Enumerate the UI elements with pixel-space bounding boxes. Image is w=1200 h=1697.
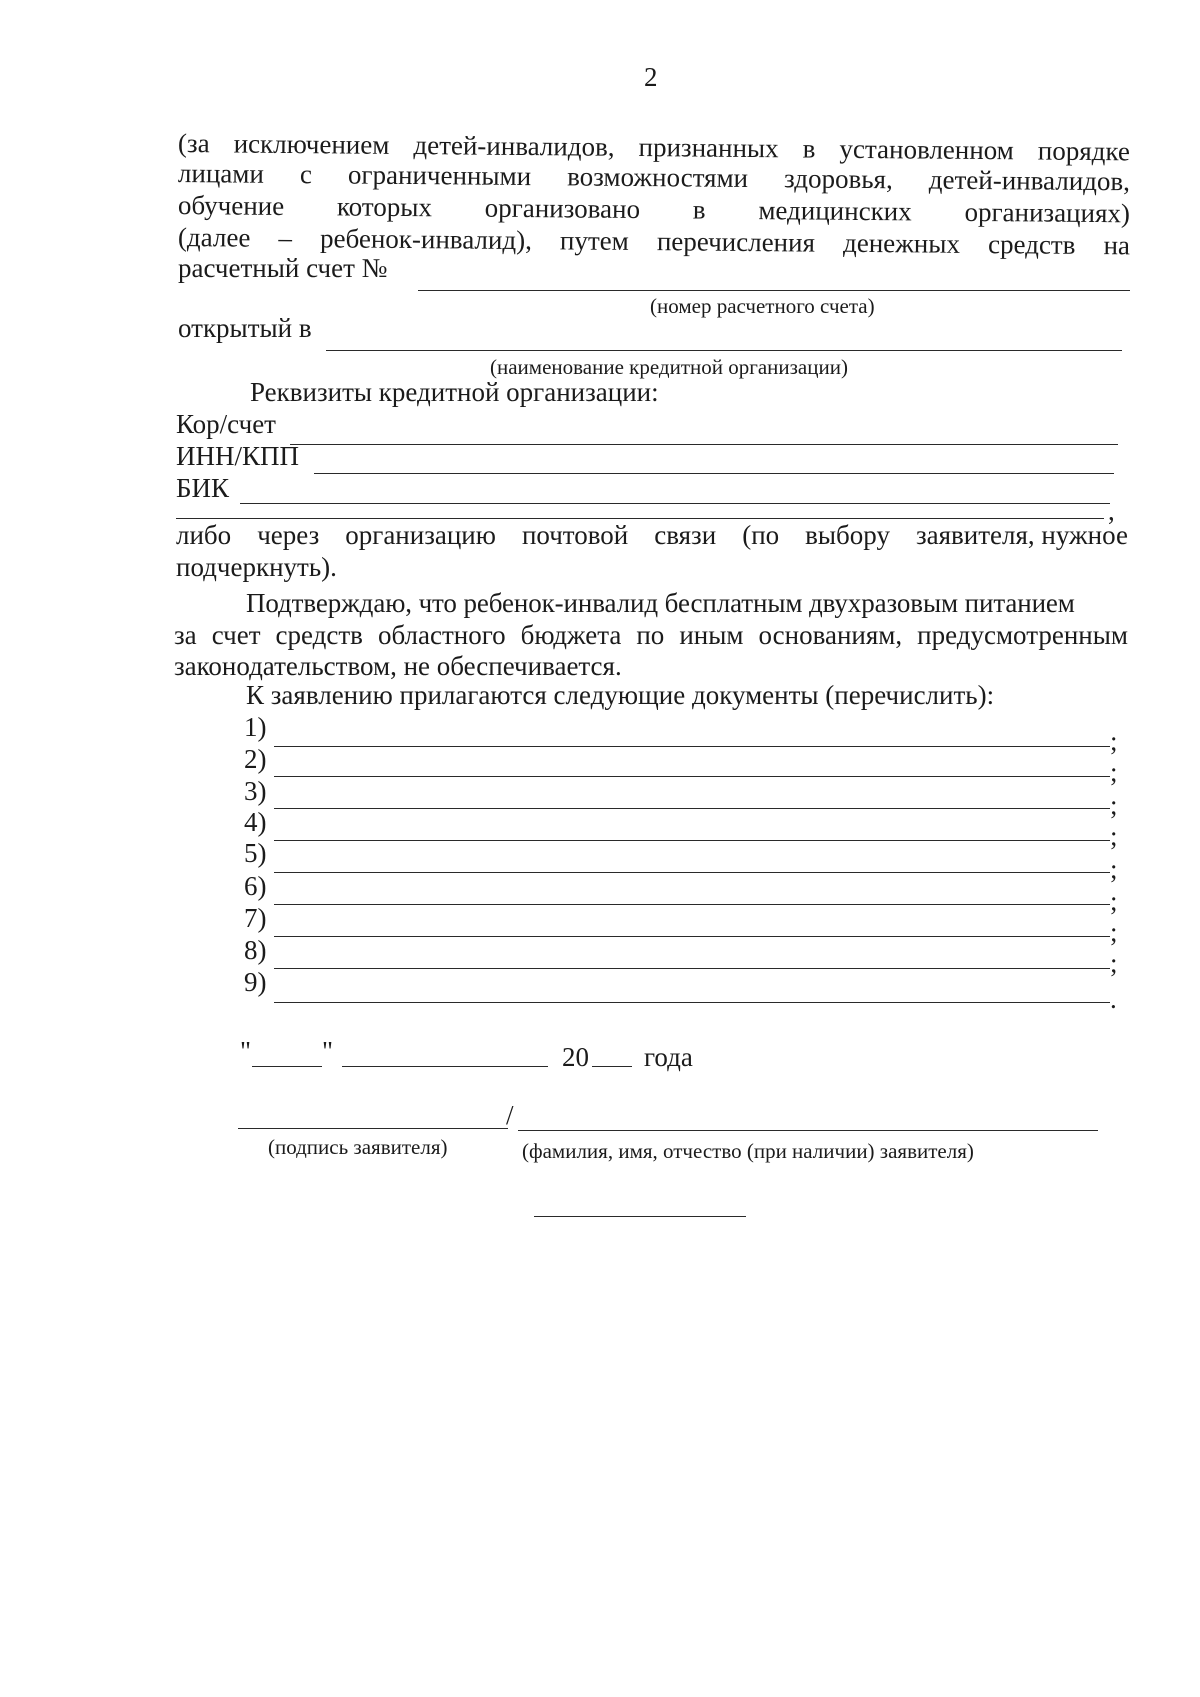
para1-line2-a: лицами	[177, 158, 265, 189]
para1-line3-c: организовано	[484, 192, 641, 225]
post-option-w4: почтовой	[521, 520, 629, 550]
confirm-line2-a: за	[174, 620, 197, 650]
attachment-field[interactable]	[274, 872, 1110, 873]
attachment-number: 5)	[244, 838, 267, 868]
attachment-field[interactable]	[274, 968, 1110, 969]
post-option-w8: заявителя, нужное	[915, 520, 1128, 550]
para1-line4-e: перечисления	[656, 226, 816, 258]
para1-line4-g: средств	[987, 229, 1076, 260]
post-option-w2: через	[257, 520, 320, 550]
attachment-number: 6)	[244, 871, 267, 901]
full-name-caption: (фамилия, имя, отчество (при наличии) заявителя)	[522, 1139, 974, 1163]
attachment-separator: ;	[1110, 854, 1118, 884]
para1-line4-a: (далее	[177, 222, 251, 253]
date-open-quote: "	[240, 1036, 252, 1066]
para1-line4-f: денежных	[842, 227, 961, 259]
post-option-w1: либо	[176, 520, 232, 550]
date-year-word: года	[644, 1042, 693, 1072]
confirm-line2-g: иным	[679, 620, 744, 650]
attachment-field[interactable]	[274, 808, 1110, 809]
para1-line3-b: которых	[336, 191, 433, 223]
confirm-line3: законодательством, не обеспечивается.	[174, 651, 622, 681]
para1-line3-f: организациях)	[964, 196, 1131, 229]
para1-line1-f: установленном	[839, 133, 1014, 166]
attachment-separator: ;	[1110, 726, 1118, 756]
signature-field[interactable]	[238, 1128, 508, 1129]
attachment-field[interactable]	[274, 936, 1110, 937]
date-day-field[interactable]	[252, 1066, 322, 1067]
confirm-line2-i: предусмотренным	[917, 620, 1128, 650]
para1-line2-e: здоровья,	[784, 163, 893, 195]
attachment-field[interactable]	[274, 904, 1110, 905]
para1-line2-f: детей-инвалидов,	[928, 164, 1131, 197]
date-century: 20	[562, 1042, 589, 1072]
date-month-field[interactable]	[342, 1066, 548, 1067]
attachment-number: 4)	[244, 807, 267, 837]
attachment-separator: ;	[1110, 886, 1118, 916]
attachment-field[interactable]	[274, 746, 1110, 747]
cor-account-label: Кор/счет	[176, 409, 276, 439]
attachment-number: 3)	[244, 776, 267, 806]
account-number-field[interactable]	[418, 290, 1130, 291]
post-option-line1	[176, 520, 1128, 550]
confirm-line2	[174, 620, 1128, 650]
para1-line2-c: ограниченными	[347, 159, 532, 192]
opened-in-label: открытый в	[178, 313, 312, 343]
bik-comma: ,	[1108, 496, 1115, 526]
post-option-w5: связи	[654, 520, 717, 550]
account-number-caption: (номер расчетного счета)	[650, 294, 875, 318]
para1-line4-d: путем	[559, 225, 629, 256]
attachment-number: 2)	[244, 744, 267, 774]
attachment-number: 7)	[244, 903, 267, 933]
bik-field[interactable]	[240, 503, 1110, 504]
para1-line4-b: –	[278, 222, 293, 253]
account-number-label: расчетный счет №	[178, 253, 388, 283]
attachment-separator: ;	[1110, 917, 1118, 947]
end-separator-line	[534, 1216, 746, 1217]
attachment-number: 9)	[244, 967, 267, 997]
attachment-separator: ;	[1110, 790, 1118, 820]
post-option-w7: выбору	[805, 520, 890, 550]
attachment-field[interactable]	[274, 840, 1110, 841]
attachment-field[interactable]	[274, 776, 1110, 777]
cor-account-field[interactable]	[290, 444, 1118, 445]
inn-kpp-field[interactable]	[314, 473, 1114, 474]
bik-field-continuation[interactable]	[176, 518, 1104, 519]
para1-line3-a: обучение	[177, 190, 285, 221]
para1-line4-c: ребенок-инвалид),	[319, 223, 533, 256]
post-option-w3: организацию	[345, 520, 496, 550]
para1-line1-b: исключением	[233, 128, 390, 160]
confirm-line2-e: бюджета	[520, 620, 622, 650]
date-year-field[interactable]	[592, 1066, 632, 1067]
attachment-separator: .	[1110, 984, 1117, 1014]
confirm-line2-b: счет	[211, 620, 261, 650]
para1-line1-a: (за	[177, 128, 210, 159]
date-close-quote: "	[322, 1036, 334, 1066]
bank-name-caption: (наименование кредитной организации)	[490, 355, 848, 379]
para1-line1-c: детей-инвалидов,	[413, 130, 615, 162]
post-option-line2: подчеркнуть).	[176, 552, 337, 582]
attachments-heading: К заявлению прилагаются следующие документы (перечислить):	[246, 680, 995, 710]
inn-kpp-label: ИНН/КПП	[176, 441, 300, 471]
attachment-separator: ;	[1110, 821, 1118, 851]
para1-line3-d: в	[692, 194, 706, 225]
para1-line2-b: с	[299, 159, 313, 190]
confirm-line2-f: по	[636, 620, 665, 650]
para1-line3-e: медицинских	[758, 195, 912, 227]
signature-caption: (подпись заявителя)	[268, 1135, 448, 1159]
para1-line1-g: порядке	[1037, 135, 1131, 167]
para1-line4-h: на	[1103, 230, 1131, 261]
attachment-number: 8)	[244, 935, 267, 965]
signature-slash: /	[506, 1100, 514, 1130]
page-number: 2	[644, 62, 658, 92]
bik-label: БИК	[176, 473, 230, 503]
full-name-field[interactable]	[518, 1130, 1098, 1131]
post-option-w6: (по	[742, 520, 780, 550]
attachment-separator: ;	[1110, 948, 1118, 978]
confirm-line2-c: средств	[275, 620, 363, 650]
para1-line1-d: признанных	[638, 132, 779, 164]
attachment-separator: ;	[1110, 757, 1118, 787]
confirm-line1: Подтверждаю, что ребенок-инвалид бесплатным двухразовым питанием	[246, 588, 1075, 618]
confirm-line2-h: основаниям,	[758, 620, 903, 650]
para1-line1-e: в	[802, 133, 816, 164]
attachment-field[interactable]	[274, 1002, 1110, 1003]
attachment-number: 1)	[244, 712, 267, 742]
confirm-line2-d: областного	[377, 620, 506, 650]
requisites-heading: Реквизиты кредитной организации:	[250, 377, 659, 407]
para1-line2-d: возможностями	[567, 161, 749, 193]
bank-name-field[interactable]	[326, 350, 1122, 351]
